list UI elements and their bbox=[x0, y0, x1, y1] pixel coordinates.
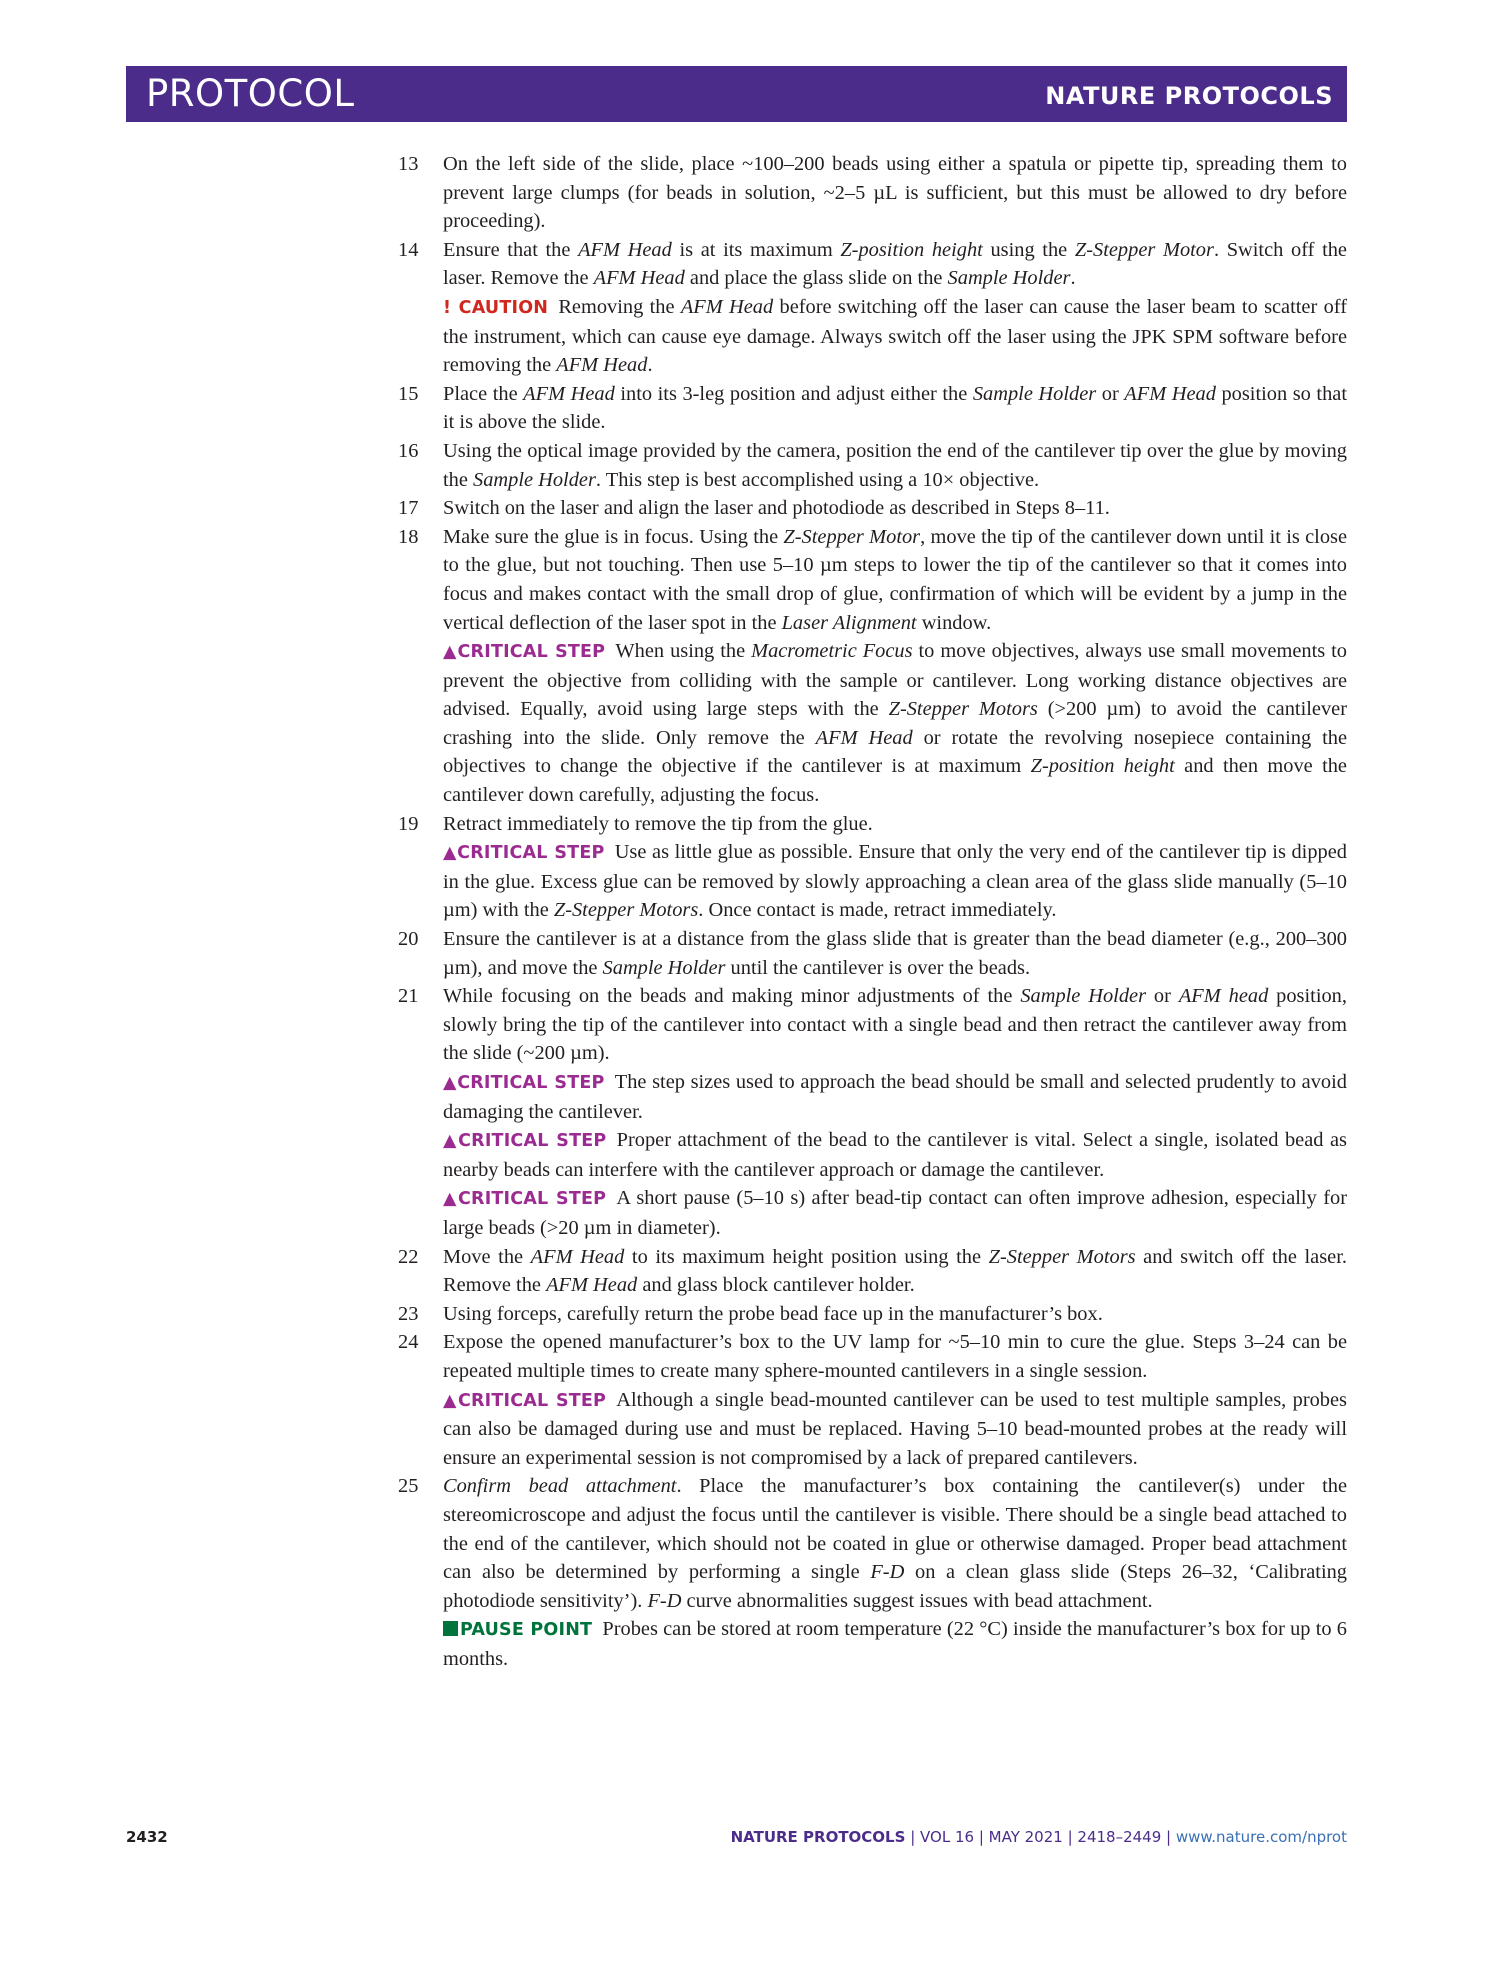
step-text bbox=[443, 982, 1347, 1068]
italic-term: AFM Head bbox=[815, 726, 913, 749]
italic-term: Sample Holder bbox=[972, 382, 1097, 405]
step-number: 23 bbox=[398, 1302, 419, 1325]
critical-note bbox=[443, 1068, 1347, 1126]
pause-label: PAUSE POINT bbox=[460, 1620, 593, 1641]
text-run: Use as little glue as possible. Ensure that only the very end of the cantilever tip is dipped in the glue. Excess glue can be removed by slowly approaching a clean area of the glass slide manually (5–10 µm) with the bbox=[443, 841, 1347, 922]
text-run: and glass block cantilever holder. bbox=[637, 1274, 915, 1297]
text-run: Using the optical image provided by the camera, position the end of the cantilever tip over the glue by moving the bbox=[443, 439, 1347, 491]
text-run: Expose the opened manufacturer’s box to the UV lamp for ~5–10 min to cure the glue. Steps 3–24 can be repeated multiple times to create many sphere-mounted cantilevers in a single session. bbox=[443, 1331, 1347, 1382]
step-text bbox=[443, 1328, 1347, 1385]
protocol-step bbox=[398, 982, 1347, 1242]
text-run: and place the glass slide on the bbox=[684, 267, 948, 290]
protocol-step bbox=[398, 236, 1347, 380]
step-text bbox=[443, 1472, 1347, 1615]
critical-note bbox=[443, 1184, 1347, 1242]
protocol-steps bbox=[398, 150, 1347, 1673]
step-number: 25 bbox=[398, 1475, 419, 1498]
critical-label: ▲CRITICAL STEP bbox=[443, 1189, 607, 1210]
italic-term: Sample Holder bbox=[602, 956, 726, 979]
italic-term: AFM Head bbox=[530, 1245, 625, 1268]
step-text bbox=[443, 236, 1347, 293]
step-number: 13 bbox=[398, 153, 419, 175]
text-run: Place the bbox=[443, 382, 524, 405]
step-text bbox=[443, 380, 1347, 437]
page-footer bbox=[126, 1828, 1347, 1852]
italic-term: Sample Holder bbox=[1020, 985, 1147, 1008]
text-run: into its 3-leg position and adjust either the bbox=[614, 382, 973, 405]
protocol-step bbox=[398, 494, 1347, 523]
italic-term: Z-Stepper Motors bbox=[988, 1245, 1136, 1268]
text-run: Retract immediately to remove the tip from the glue. bbox=[443, 812, 873, 835]
text-run: . Place the manufacturer’s box containing the cantilever(s) under the stereomicroscope and adjust the focus until the cantilever is visible. There should be a single bead attached to the end of the cantilever, which should not be coated in glue or otherwise damaged. Proper bead attachment can also be determined by performing a single bbox=[443, 1475, 1347, 1584]
italic-term: AFM head bbox=[1178, 985, 1269, 1008]
text-run: Ensure the cantilever is at a distance from the glass slide that is greater than the bead diameter (e.g., 200–300 µm), and move the bbox=[443, 928, 1347, 979]
text-run: Using forceps, carefully return the probe bead face up in the manufacturer’s box. bbox=[443, 1302, 1103, 1325]
step-text bbox=[443, 925, 1347, 982]
text-run: position, slowly bring the tip of the cantilever into contact with a single bead and then retract the cantilever away from the slide (~200 µm). bbox=[443, 985, 1347, 1065]
italic-term: AFM Head bbox=[578, 238, 672, 261]
italic-term: AFM Head bbox=[546, 1274, 638, 1297]
step-number: 20 bbox=[398, 928, 419, 951]
italic-term: Z-Stepper Motors bbox=[888, 698, 1038, 721]
protocol-step bbox=[398, 380, 1347, 437]
italic-term: Z-position height bbox=[840, 238, 983, 261]
protocol-step bbox=[398, 1472, 1347, 1673]
text-run: and switch off the laser. Remove the bbox=[443, 1245, 1347, 1297]
italic-term: AFM Head bbox=[1124, 382, 1216, 405]
step-text bbox=[443, 810, 1347, 839]
text-run: Make sure the glue is in focus. Using the bbox=[443, 525, 784, 548]
protocol-step bbox=[398, 1300, 1347, 1329]
text-run: Proper attachment of the bead to the cantilever is vital. Select a single, isolated bead as nearby beads can interfere with the cantilever approach or damage the cantilever. bbox=[443, 1129, 1347, 1181]
text-run: is at its maximum bbox=[671, 238, 841, 261]
text-run: on a clean glass slide (Steps 26–32, ‘Calibrating photodiode sensitivity’). bbox=[443, 1561, 1348, 1612]
text-run: Although a single bead-mounted cantilever can be used to test multiple samples, probes can also be damaged during use and must be replaced. Having 5–10 bead-mounted probes at the ready will ensure an experimental session is not compromised by a lack of prepared cantilevers. bbox=[443, 1388, 1347, 1469]
step-number: 21 bbox=[398, 985, 419, 1008]
step-number: 24 bbox=[398, 1331, 419, 1354]
step-number: 22 bbox=[398, 1245, 419, 1268]
text-run: On the left side of the slide, place ~100–200 beads using either a spatula or pipette tip, spreading them to prevent large clumps (for beads in solution, ~2–5 µL is sufficient, but this must be allowed to dry before proceeding). bbox=[443, 153, 1347, 233]
text-run: to move objectives, always use small movements to prevent the objective from colliding with the sample or cantilever. Long working distance objectives are advised. Equally, avoid using large steps with the bbox=[443, 640, 1347, 721]
italic-term: F-D bbox=[870, 1561, 905, 1584]
journal-name: NATURE PROTOCOLS bbox=[1045, 82, 1333, 110]
step-number: 16 bbox=[398, 439, 419, 462]
critical-label: ▲CRITICAL STEP bbox=[443, 642, 606, 663]
text-run: Move the bbox=[443, 1245, 531, 1268]
text-run: Removing the bbox=[558, 295, 681, 318]
italic-term: Z-Stepper Motor bbox=[1074, 238, 1214, 261]
italic-term: AFM Head bbox=[523, 382, 615, 405]
step-number: 14 bbox=[398, 238, 419, 261]
step-number: 19 bbox=[398, 812, 419, 835]
step-number: 18 bbox=[398, 525, 419, 548]
text-run: window. bbox=[916, 611, 992, 634]
protocol-step bbox=[398, 1328, 1347, 1472]
text-run: and then move the cantilever down carefully, adjusting the focus. bbox=[443, 755, 1347, 807]
italic-term: Confirm bead attachment bbox=[443, 1475, 677, 1498]
text-run: . Switch off the laser. Remove the bbox=[443, 238, 1347, 290]
text-run: . bbox=[1070, 267, 1076, 290]
italic-term: Sample Holder bbox=[947, 267, 1071, 290]
section-label: PROTOCOL bbox=[146, 72, 355, 115]
caution-note bbox=[443, 293, 1347, 380]
text-run: A short pause (5–10 s) after bead-tip contact can often improve adhesion, especially for large beads (>20 µm in diameter). bbox=[443, 1187, 1347, 1239]
footer-date: MAY 2021 bbox=[988, 1828, 1063, 1846]
text-run: before switching off the laser can cause the laser beam to scatter off the instrument, which can cause eye damage. Always switch off the laser using the JPK SPM software before removing the bbox=[443, 295, 1347, 377]
pause-square-icon bbox=[443, 1621, 458, 1636]
text-run: until the cantilever is over the beads. bbox=[725, 956, 1031, 979]
footer-volume: VOL 16 bbox=[920, 1828, 975, 1846]
footer-url-link[interactable]: www.nature.com/nprot bbox=[1175, 1828, 1347, 1846]
step-text bbox=[443, 150, 1347, 236]
text-run: Probes can be stored at room temperature (22 °C) inside the manufacturer’s box for up to 6 months. bbox=[443, 1618, 1347, 1670]
critical-note bbox=[443, 838, 1347, 925]
protocol-step bbox=[398, 437, 1347, 494]
text-run: (>200 µm) to avoid the cantilever crashing into the slide. Only remove the bbox=[443, 698, 1347, 749]
text-run: . This step is best accomplished using a 10× objective. bbox=[595, 468, 1040, 491]
text-run: Switch on the laser and align the laser and photodiode as described in Steps 8–11. bbox=[443, 497, 1110, 520]
text-run: When using the bbox=[615, 640, 752, 663]
critical-note bbox=[443, 1386, 1347, 1473]
italic-term: Sample Holder bbox=[473, 468, 596, 491]
critical-note bbox=[443, 637, 1347, 810]
italic-term: AFM Head bbox=[680, 295, 774, 318]
protocol-step bbox=[398, 925, 1347, 982]
critical-label: ▲CRITICAL STEP bbox=[443, 1390, 607, 1411]
step-text bbox=[443, 494, 1347, 523]
text-run: curve abnormalities suggest issues with bead attachment. bbox=[681, 1589, 1153, 1612]
protocol-step bbox=[398, 810, 1347, 925]
critical-label: ▲CRITICAL STEP bbox=[443, 843, 605, 864]
critical-note bbox=[443, 1126, 1347, 1184]
footer-journal: NATURE PROTOCOLS bbox=[730, 1828, 906, 1846]
text-run: While focusing on the beads and making minor adjustments of the bbox=[443, 985, 1021, 1008]
protocol-step bbox=[398, 523, 1347, 810]
text-run: . bbox=[647, 354, 653, 377]
page-number: 2432 bbox=[126, 1828, 168, 1846]
step-number: 15 bbox=[398, 382, 419, 405]
text-run: or bbox=[1146, 985, 1179, 1008]
text-run: , move the tip of the cantilever down until it is close to the glue, but not touching. Then use 5–10 µm steps to lower the tip of the cantilever so that it comes into focus and makes contact with the small drop of glue, confirmation of which will be evident by a jump in the vertical deflection of the laser spot in the bbox=[443, 525, 1347, 634]
pause-note bbox=[443, 1615, 1347, 1673]
text-run: Ensure that the bbox=[443, 238, 579, 261]
text-run: using the bbox=[982, 238, 1075, 261]
caution-label: ! CAUTION bbox=[443, 297, 549, 318]
text-run: or bbox=[1096, 382, 1125, 405]
italic-term: AFM Head bbox=[593, 267, 685, 290]
italic-term: Laser Alignment bbox=[781, 611, 917, 634]
text-run: The step sizes used to approach the bead should be small and selected prudently to avoid damaging the cantilever. bbox=[443, 1071, 1347, 1123]
step-text bbox=[443, 1300, 1347, 1329]
citation: NATURE PROTOCOLS | VOL 16 | MAY 2021 | 2418–2449 | www.nature.com/nprot bbox=[730, 1828, 1347, 1846]
text-run: position so that it is above the slide. bbox=[443, 382, 1347, 434]
italic-term: AFM Head bbox=[556, 354, 648, 377]
italic-term: Z-position height bbox=[1030, 755, 1175, 778]
critical-label: ▲CRITICAL STEP bbox=[443, 1131, 607, 1152]
text-run: to its maximum height position using the bbox=[624, 1245, 989, 1268]
step-text bbox=[443, 523, 1347, 637]
text-run: or rotate the revolving nosepiece containing the objectives to change the objective if the cantilever is at maximum bbox=[443, 726, 1347, 778]
critical-label: ▲CRITICAL STEP bbox=[443, 1073, 605, 1093]
italic-term: Macrometric Focus bbox=[751, 640, 913, 663]
text-run: . Once contact is made, retract immediately. bbox=[698, 899, 1057, 922]
step-number: 17 bbox=[398, 497, 419, 520]
section-banner bbox=[126, 66, 1347, 122]
footer-pages: 2418–2449 bbox=[1077, 1828, 1162, 1846]
step-text bbox=[443, 437, 1347, 494]
protocol-step bbox=[398, 1243, 1347, 1300]
italic-term: F-D bbox=[647, 1589, 682, 1612]
italic-term: Z-Stepper Motor bbox=[783, 525, 921, 548]
step-text bbox=[443, 1243, 1347, 1300]
italic-term: Z-Stepper Motors bbox=[553, 899, 699, 922]
protocol-step bbox=[398, 150, 1347, 236]
